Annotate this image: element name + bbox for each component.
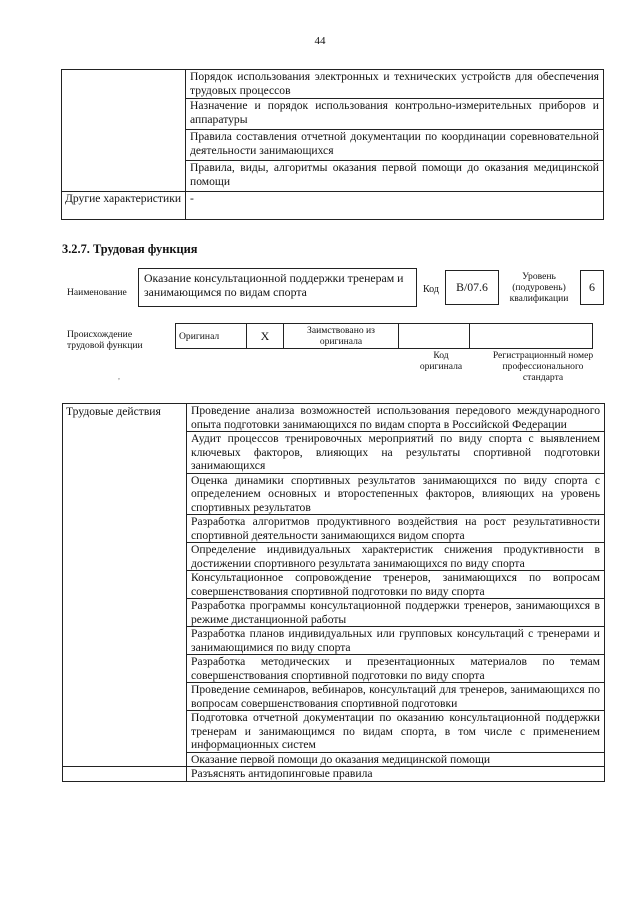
borrowed-label: Заимствовано из оригинала (284, 324, 399, 349)
function-name-box: Оказание консультационной поддержки тренерам и занимающимся по видам спорта (138, 268, 417, 307)
level-box: 6 (580, 270, 604, 305)
reg-number-cell (470, 324, 593, 349)
labor-action-item: Разработка планов индивидуальных или групповых консультаций с тренерами и занимающимися по виду спорта (187, 627, 605, 655)
labor-action-item: Проведение анализа возможностей использования передового международного опыта подготовки занимающихся по видам спорта в Российской Федерации (187, 404, 605, 432)
table-row (176, 324, 593, 349)
origin-table (175, 323, 593, 349)
scan-mark: , (118, 372, 120, 381)
name-label: Наименование (67, 287, 127, 298)
reg-caption: Регистрационный номер профессионального стандарта (492, 350, 594, 383)
original-mark: X (247, 324, 284, 349)
labor-actions-table (62, 403, 605, 782)
table-cell: Правила составления отчетной документации по координации соревновательной деятельности занимающихся (186, 130, 604, 161)
labor-action-item: Разработка методических и презентационных материалов по темам совершенствования спортивной подготовки по виду спорта (187, 655, 605, 683)
code-label: Код (423, 284, 439, 295)
empty-label-cell (63, 767, 187, 782)
section-title: 3.2.7. Трудовая функция (62, 242, 198, 256)
original-code-cell (399, 324, 470, 349)
labor-action-item: Определение индивидуальных характеристик снижения продуктивности в достижении спортивного результата занимающихся по виду спорта (187, 543, 605, 571)
labor-action-item: Консультационное сопровождение тренеров, занимающихся по вопросам совершенствования спортивной подготовки по виду спорта (187, 571, 605, 599)
function-code-box: B/07.6 (445, 270, 499, 305)
table-row (62, 70, 604, 99)
labor-action-item: Оказание первой помощи до оказания медицинской помощи (187, 752, 605, 767)
original-label: Оригинал (176, 324, 247, 349)
labor-action-item: Разработка алгоритмов продуктивного воздействия на рост результативности спортивной деятельности занимающихся видом спорта (187, 515, 605, 543)
table-row (62, 192, 604, 220)
table-cell: - (186, 192, 604, 220)
row-label (62, 70, 186, 192)
origin-label: Происхождение трудовой функции (67, 329, 143, 351)
knowledge-table (61, 69, 604, 220)
labor-actions-label: Трудовые действия (63, 404, 187, 767)
code-caption: Код оригинала (419, 350, 463, 372)
labor-action-item: Проведение семинаров, вебинаров, консультаций для тренеров, занимающихся по вопросам совершенствования спортивной подготовки (187, 683, 605, 711)
labor-action-item: Разработка программы консультационной поддержки тренеров, занимающихся в режиме дистанционной работы (187, 599, 605, 627)
table-row (63, 767, 605, 782)
table-cell: Назначение и порядок использования контрольно-измерительных приборов и аппаратуры (186, 99, 604, 130)
labor-action-item: Оценка динамики спортивных результатов занимающихся по виду спорта с определением основных и второстепенных факторов, влияющих на уровень спортивных результатов (187, 473, 605, 515)
table-row (63, 404, 605, 432)
labor-action-item: Подготовка отчетной документации по оказанию консультационной поддержки тренерам и занимающимся по видам спорта, в том числе с применением информационных систем (187, 711, 605, 753)
labor-action-item: Аудит процессов тренировочных мероприятий по виду спорта с выявлением ключевых факторов, влияющих на результаты спортивной подготовки занимающихся (187, 432, 605, 474)
page-number: 44 (314, 35, 326, 47)
row-label-other-characteristics: Другие характеристики (62, 192, 186, 220)
labor-action-item: Разъяснять антидопинговые правила (187, 767, 605, 782)
table-cell: Порядок использования электронных и технических устройств для обеспечения трудовых процессов (186, 70, 604, 99)
table-cell: Правила, виды, алгоритмы оказания первой помощи до оказания медицинской помощи (186, 161, 604, 192)
level-label: Уровень (подуровень) квалификации (509, 271, 569, 304)
